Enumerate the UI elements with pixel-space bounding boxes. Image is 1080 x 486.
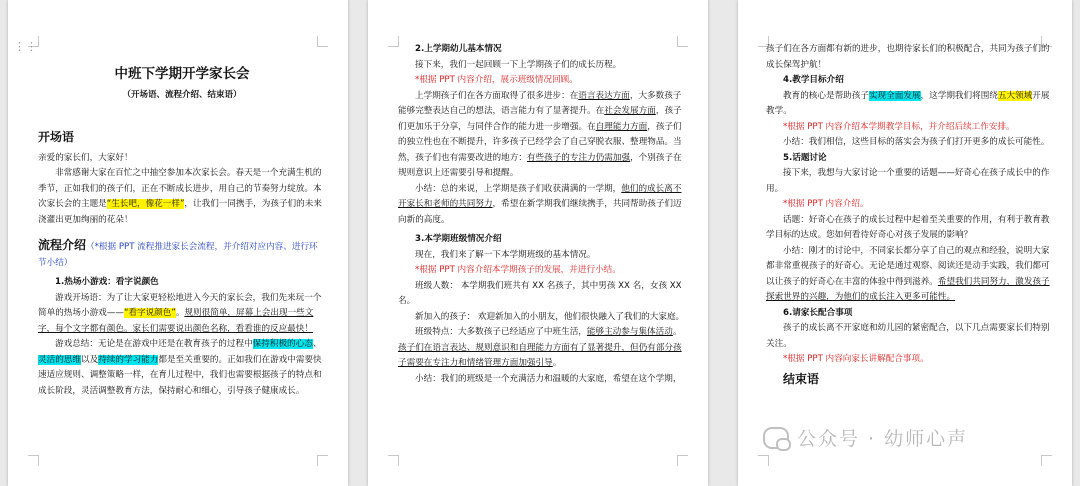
wechat-icon xyxy=(763,427,789,449)
highlight-yellow: 五大领域 xyxy=(997,90,1033,101)
heading-class: 3.本学期班级情况介绍 xyxy=(415,234,502,244)
text: 以及 xyxy=(80,354,99,365)
underlined-text: 自理能力方面 xyxy=(595,121,648,132)
text: 班级特点：大多数孩子已经适应了中班生活， xyxy=(415,327,587,337)
text: ，大多数孩子能够完整表达自己的想法，语言能力有了显著提升。在 xyxy=(398,90,682,116)
paragraph-class-summary: 小结：我们的班级是一个充满活力和温暖的大家庭，希望在这个学期， xyxy=(415,373,682,384)
heading-opening: 开场语 xyxy=(38,129,75,144)
underlined-text: 孩子们在语言表达、规则意识和自理能力方面有了显著提升，但仍有部分孩子需要在专注力和情绪管理方面加强引导 xyxy=(398,342,682,368)
document-subtitle: （开场语、流程介绍、结束语） xyxy=(122,90,242,100)
heading-review: 2.上学期幼儿基本情况 xyxy=(415,44,502,54)
text: 上学期孩子们在各方面取得了很多进步：在 xyxy=(415,90,579,101)
paragraph-game xyxy=(38,291,326,338)
text: 游戏开场语：为了让大家更轻松地进入今天的家长会，我们先来玩一个简单的热场小游戏—— xyxy=(38,292,322,318)
paragraph-question: 话题：好奇心在孩子的成长过程中起着至关重要的作用，有利于教育教学目标的达成。您如何看待好奇心对孩子发展的影响？ xyxy=(766,214,1050,240)
paragraph-game-summary xyxy=(38,337,326,399)
note-review: *根据 PPT 内容介绍，展示班级情况回顾。 xyxy=(415,75,578,85)
underlined-text: 社会发展方面 xyxy=(604,106,656,116)
text: 。 xyxy=(552,358,562,368)
paragraph-class-features xyxy=(398,325,686,372)
text: 教育的核心是帮助孩子 xyxy=(783,90,869,101)
crop-mark xyxy=(317,455,328,466)
watermark-text: 公众号 · 幼师心声 xyxy=(797,428,969,450)
underlined-text: 规则很简单，屏幕上会出现一些文字，每个文字都有颜色。家长们需要说出颜色名称，看看谁的反应最快！ xyxy=(38,308,314,334)
heading-goal: 4.教学目标介绍 xyxy=(783,75,844,85)
paragraph-review-summary xyxy=(398,182,686,229)
text: 非常感谢大家在百忙之中抽空参加本次家长会。春天是一个充满生机的季节，正如我们的孩子们，正在不断成长进步，用自己的节奏努力绽放。本次家长会的主题是 xyxy=(38,168,322,209)
underlined-text: 能够主动参与集体活动 xyxy=(586,327,673,337)
paragraph-review: 接下来，我们一起回顾一下上学期孩子们的成长历程。 xyxy=(415,59,622,70)
paragraph-growth xyxy=(398,89,686,182)
underlined-text: 他们的成长离不开家长和老师的共同努力 xyxy=(398,183,682,209)
text: 游戏总结：无论是在游戏中还是在教育孩子的过程中 xyxy=(55,339,253,349)
highlight-cyan: 实现全面发展 xyxy=(868,90,921,101)
text: ，孩子们更加乐于分享，与同伴合作的能力进一步增强。在 xyxy=(398,106,682,132)
text: 都是至关重要的。正如我们在游戏中需要快速适应规则、调整策略一样，在育儿过程中，我们也需要根据孩子的特点和成长阶段，灵活调整教育方法，保持耐心和细心，引导孩子健康成长。 xyxy=(38,354,322,396)
highlight-cyan: 持续的学习能力 xyxy=(98,354,159,365)
text: ，孩子们的独立性也在不断提升，许多孩子已经学会了自己穿脱衣服、整理物品。当然，孩子们也有需要改进的地方： xyxy=(398,121,682,163)
paragraph-class-count: 班级人数： 本学期我们班共有 XX 名孩子，其中男孩 XX 名，女孩 XX 名。 xyxy=(398,280,682,306)
document-page-2 xyxy=(368,0,708,486)
underlined-text: 语言表达方面 xyxy=(578,90,630,101)
heading-ending: 结束语 xyxy=(783,371,820,386)
highlight-cyan: 保持积极的心态 xyxy=(252,339,313,349)
crop-mark xyxy=(677,455,688,466)
paragraph-topic: 接下来，我想与大家讨论一个重要的话题——好奇心在孩子成长中的作用。 xyxy=(766,168,1050,194)
paragraph-greeting: 亲爱的家长们，大家好！ xyxy=(38,152,133,163)
heading-game: 1.热场小游戏：看字说颜色 xyxy=(55,277,159,287)
paragraph-goal-summary: 小结：我们相信，这些目标的落实会为孩子们打开更多的成长可能性。 xyxy=(783,137,1050,147)
document-page-1 xyxy=(8,0,348,486)
crop-mark xyxy=(388,455,399,466)
heading-cooperation: 6.请家长配合事项 xyxy=(783,307,853,318)
underlined-text: 希望我们共同努力，激发孩子探索世界的兴趣，为他们的成长注入更多可能性。 xyxy=(766,276,1050,302)
note-goal: *根据 PPT 内容介绍本学期教学目标，并介绍后续工作安排。 xyxy=(783,121,1015,132)
text: ，这学期我们将围绕 xyxy=(920,90,998,101)
flow-note: （*根据 PPT 流程推进家长会流程，并介绍对应内容、进行环节小结） xyxy=(38,242,318,268)
document-page-3 xyxy=(738,0,1072,486)
watermark xyxy=(763,424,968,451)
text: 、 xyxy=(312,339,322,349)
paragraph-class: 现在，我们来了解一下本学期班级的基本情况。 xyxy=(415,249,596,260)
highlight-yellow: “看字说颜色” xyxy=(123,308,176,318)
text: 小结：总的来说，上学期是孩子们收获满满的一学期， xyxy=(415,183,622,194)
drag-handle-icon[interactable]: ⋮⋮ xyxy=(14,40,38,53)
note-cooperation: *根据 PPT 内容向家长讲解配合事项。 xyxy=(783,354,929,364)
text: 小结：刚才的讨论中，不同家长都分享了自己的观点和经验，说明大家都非常重视孩子的好奇心。无论是通过观察、阅读还是动手实践，我们都可以让孩子的好奇心在丰富的体验中得到滋养。 xyxy=(766,245,1050,287)
note-topic: *根据 PPT 内容介绍。 xyxy=(783,199,869,209)
paragraph-cooperation: 孩子的成长离不开家庭和幼儿园的紧密配合，以下几点需要家长们特别关注。 xyxy=(766,323,1050,349)
paragraph-goal xyxy=(766,89,1050,120)
crop-mark xyxy=(758,455,769,466)
crop-mark xyxy=(1041,455,1052,466)
text: 。 xyxy=(672,327,682,337)
paragraph-opening xyxy=(38,166,326,228)
text: ，希望在新学期我们继续携手，共同帮助孩子们迈向新的高度。 xyxy=(398,199,682,225)
paragraph-new-children: 新加入的孩子： 欢迎新加入的小朋友，他们很快融入了我们的大家庭。 xyxy=(415,311,685,322)
note-class: *根据 PPT 内容介绍本学期孩子的发展，并进行小结。 xyxy=(415,265,621,275)
heading-flow: 流程介绍 xyxy=(38,238,87,252)
highlight-yellow: “生长吧，像花一样” xyxy=(106,199,185,209)
heading-topic: 5.话题讨论 xyxy=(783,152,827,163)
document-title: 中班下学期开学家长会 xyxy=(114,66,250,82)
text: ，个别孩子在规则意识上还需要引导和提醒。 xyxy=(398,152,682,178)
paragraph-topic-summary xyxy=(766,244,1050,306)
text: ，让我们一同携手，为孩子们的未来浇灌出更加绚丽的花朵！ xyxy=(38,199,322,225)
underlined-text: 有些孩子的专注力仍需加强 xyxy=(526,152,631,163)
highlight-cyan: 灵活的思维 xyxy=(38,354,81,365)
crop-mark xyxy=(317,36,328,47)
text: 开展教学。 xyxy=(766,90,1050,116)
paragraph-flow xyxy=(38,236,326,271)
crop-mark xyxy=(28,455,39,466)
paragraph-continued: 孩子们在各方面都有新的进步，也期待家长们的积极配合，共同为孩子们的成长保驾护航！ xyxy=(766,44,1050,70)
text: 。 xyxy=(175,308,185,318)
